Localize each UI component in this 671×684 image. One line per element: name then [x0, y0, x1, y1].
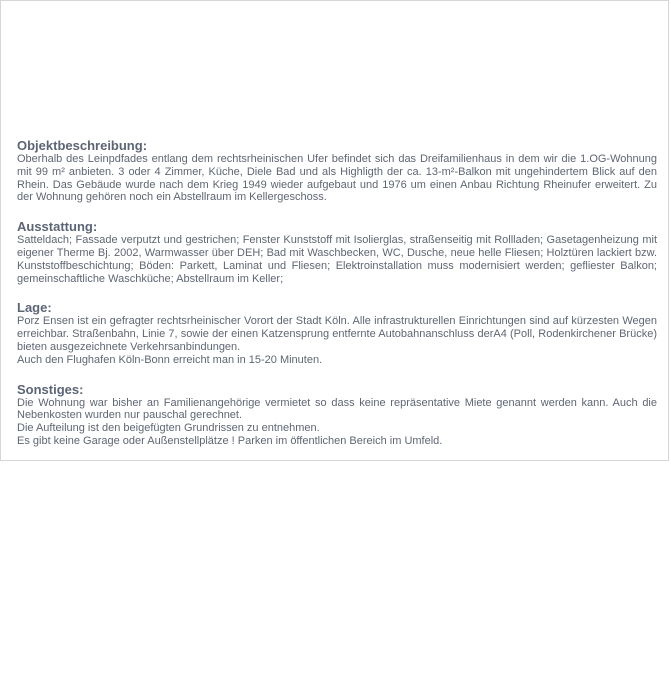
section-text: Porz Ensen ist ein gefragter rechtsrheinischer Vorort der Stadt Köln. Alle infrastrukturellen Einrichtungen sind auf kürzesten Wegen erreichbar. Straßenbahn, Linie 7, sowie der einen Katzensprung entfernte Autobahnanschluss derA4 (Poll, Rodenkirchener Brücke) bieten ausgezeichnete Verkehrsanbindungen.: [17, 315, 657, 353]
section-extra-line: Auch den Flughafen Köln-Bonn erreicht man in 15-20 Minuten.: [17, 353, 323, 366]
section-heading: Ausstattung:: [17, 219, 98, 235]
section-text: Die Wohnung war bisher an Familienangehörige vermietet so dass keine repräsentative Miete genannt werden kann. Auch die Nebenkosten wurden nur pauschal gerechnet.: [17, 396, 657, 422]
section-heading: Lage:: [17, 300, 52, 316]
section-heading: Sonstiges:: [17, 381, 84, 397]
section-text: Oberhalb des Leinpdfades entlang dem rechtsrheinischen Ufer befindet sich das Dreifamilienhaus in dem wir die 1.OG-Wohnung mit 99 m² anbieten. 3 oder 4 Zimmer, Küche, Diele Bad und als Highligth der ca. 13-m²-Balkon mit ungehindertem Blick auf den Rhein. Das Gebäude wurde nach dem Krieg 1949 wieder aufgebaut und 1976 um einen Anbau Richtung Rheinufer erweitert. Zu der Wohnung gehören noch ein Abstellraum im Kellergeschoss.: [17, 153, 657, 204]
section-sonstiges: [17, 382, 657, 448]
section-heading: Objektbeschreibung:: [17, 138, 148, 153]
section-objektbeschreibung: [17, 138, 657, 204]
section-ausstattung: [17, 219, 657, 285]
section-lage: [17, 300, 657, 366]
section-line: Die Aufteilung ist den beigefügten Grundrissen zu entnehmen.: [17, 422, 320, 435]
section-text: Satteldach; Fassade verputzt und gestrichen; Fenster Kunststoff mit Isolierglas, straßenseitig mit Rollladen; Gasetagenheizung mit eigener Therme Bj. 2002, Warmwasser über DEH; Bad mit Waschbecken, WC, Dusche, neue helle Fliesen; Holztüren lackiert bzw. Kunststoffbeschichtung; Böden: Parkett, Laminat und Fliesen; Elektroinstallation muss modernisiert werden; gefliester Balkon; gemeinschaftliche Waschküche; Abstellraum im Keller;: [17, 234, 657, 285]
section-line: Es gibt keine Garage oder Außenstellplätze ! Parken im öffentlichen Bereich im Umfeld.: [17, 434, 443, 447]
description-content: [17, 138, 657, 463]
